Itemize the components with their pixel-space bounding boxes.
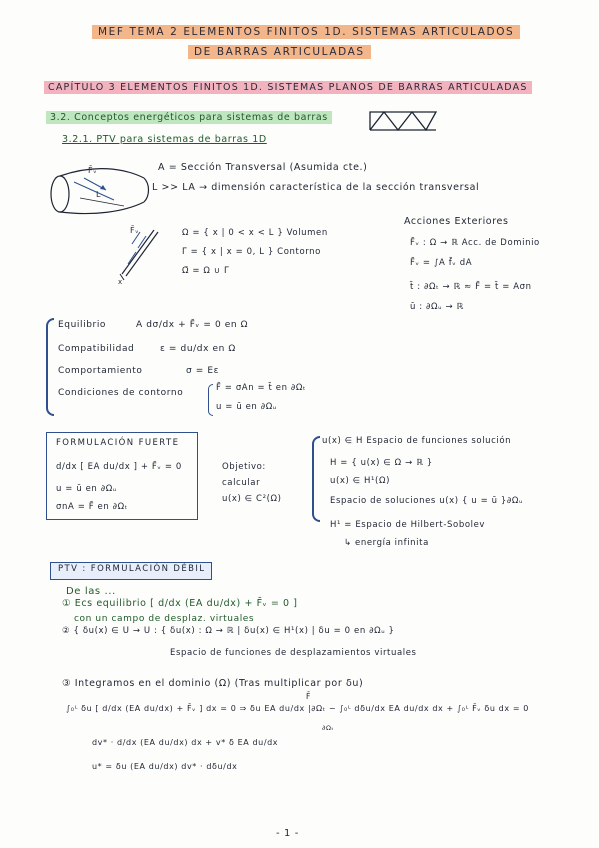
solution-space-line3: u(x) ∈ H¹(Ω) xyxy=(330,476,390,486)
strong-formulation-eq3: σnA = F̄ en ∂Ωₜ xyxy=(56,502,128,512)
figure-force-label: F̄ᵥ xyxy=(88,166,98,175)
solution-space-line2: H = { u(x) ∈ Ω → ℝ } xyxy=(330,458,433,468)
weak-intro: De las ... xyxy=(66,586,116,597)
equilibrium-equation: A dσ/dx + F̄ᵥ = 0 en Ω xyxy=(136,320,249,330)
behaviour-equation: σ = Eε xyxy=(186,366,220,376)
chapter-heading: CAPÍTULO 3 ELEMENTOS FINITOS 1D. SISTEMAS PLANOS DE BARRAS ARTICULADAS xyxy=(44,82,532,93)
weak-step1b: con un campo de desplaz. virtuales xyxy=(74,614,255,624)
header-title-line1: MEF TEMA 2 ELEMENTOS FINITOS 1D. SISTEMAS ARTICULADOS xyxy=(92,26,520,38)
objective-line1: Objetivo: xyxy=(222,462,266,472)
external-actions-title: Acciones Exteriores xyxy=(404,216,509,227)
weak-step3: ③ Integramos en el dominio (Ω) (Tras multiplicar por δu) xyxy=(62,678,364,689)
external-actions-line3: t̄ : ∂Ωₜ → ℝ ≈ F̄ = t̄ = Aσn xyxy=(410,282,532,292)
external-actions-line4: ū : ∂Ωᵤ → ℝ xyxy=(410,302,464,312)
weak-step1: ① Ecs equilibrio [ d/dx (EA du/dx) + F̄ᵥ = 0 ] xyxy=(62,598,298,609)
definition-length: L >> LA → dimensión característica de la sección transversal xyxy=(152,182,480,193)
page-number: - 1 - xyxy=(276,828,299,839)
boundary-condition-displacement: u = ū en ∂Ωᵤ xyxy=(216,402,277,412)
solution-space-brace xyxy=(312,436,320,522)
boundary-condition-traction: F̄ = σAn = t̄ en ∂Ωₜ xyxy=(216,383,307,393)
weak-integral-1: ∫₀ᴸ δu [ d/dx (EA du/dx) + F̄ᵥ ] dx = 0 ⇒ δu EA du/dx |∂Ωₜ − ∫₀ᴸ dδu/dx EA du/dx dx + ∫₀ᴸ F̄ᵥ δu dx = 0 xyxy=(66,704,529,713)
objective-line2: calcular xyxy=(222,478,261,488)
weak-formulation-title: PTV : FORMULACIÓN DÉBIL xyxy=(58,564,206,574)
external-actions-line1: F̄ᵥ : Ω → ℝ Acc. de Dominio xyxy=(410,238,540,248)
definition-area: A = Sección Transversal (Asumida cte.) xyxy=(158,162,368,173)
domain-volume: Ω = { x | 0 < x < L } Volumen xyxy=(182,228,328,238)
solution-space-line6: ↳ energía infinita xyxy=(344,538,429,548)
weak-boundary-label: ∂Ωₜ xyxy=(322,724,335,732)
objective-line3: u(x) ∈ C²(Ω) xyxy=(222,494,282,504)
section-3-2-1-heading: 3.2.1. PTV para sistemas de barras 1D xyxy=(62,134,267,145)
boundary-conditions-label: Condiciones de contorno xyxy=(58,388,184,398)
domain-closure: Ω̄ = Ω ∪ Γ xyxy=(182,266,230,276)
external-actions-line2: F̄ᵥ = ∫A f̄ᵥ dA xyxy=(410,258,473,268)
weak-integral-3: u* = δu (EA du/dx) dv* · dδu/dx xyxy=(92,762,238,771)
compatibility-equation: ε = du/dx en Ω xyxy=(160,344,236,354)
behaviour-label: Comportamiento xyxy=(58,366,143,376)
weak-overbar-f: F̄ xyxy=(306,692,311,701)
header-title-line2: DE BARRAS ARTICULADAS xyxy=(188,46,371,58)
compatibility-label: Compatibilidad xyxy=(58,344,135,354)
bar-element-figure xyxy=(110,222,172,284)
domain-boundary: Γ = { x | x = 0, L } Contorno xyxy=(182,247,321,257)
solution-space-line4: Espacio de soluciones u(x) { u = ū }∂Ωᵤ xyxy=(330,496,524,506)
weak-step2b: Espacio de funciones de desplazamientos virtuales xyxy=(170,648,417,658)
strong-formulation-title: FORMULACIÓN FUERTE xyxy=(56,438,180,448)
solution-space-line5: H¹ = Espacio de Hilbert-Sobolev xyxy=(330,520,486,530)
equilibrium-label: Equilibrio xyxy=(58,320,107,330)
boundary-brace xyxy=(208,384,213,416)
weak-integral-2: dv* · d/dx (EA du/dx) dx + v* δ EA du/dx xyxy=(92,738,279,747)
solution-space-line1: u(x) ∈ H Espacio de funciones solución xyxy=(322,436,512,446)
bar-element-force-label: F̄ᵥ xyxy=(130,226,140,235)
truss-icon xyxy=(366,108,440,134)
strong-formulation-eq1: d/dx [ EA du/dx ] + F̄ᵥ = 0 xyxy=(56,462,182,472)
equations-brace xyxy=(46,318,54,416)
bar-element-x-label: x xyxy=(118,278,123,286)
figure-length-label: L xyxy=(96,190,102,199)
strong-formulation-eq2: u = ū en ∂Ωᵤ xyxy=(56,484,117,494)
weak-step2: ② { δu(x) ∈ U → U : { δu(x) : Ω → ℝ | δu(x) ∈ H¹(x) | δu = 0 en ∂Ωᵤ } xyxy=(62,626,395,636)
section-3-2-heading: 3.2. Conceptos energéticos para sistemas de barras xyxy=(46,112,332,123)
